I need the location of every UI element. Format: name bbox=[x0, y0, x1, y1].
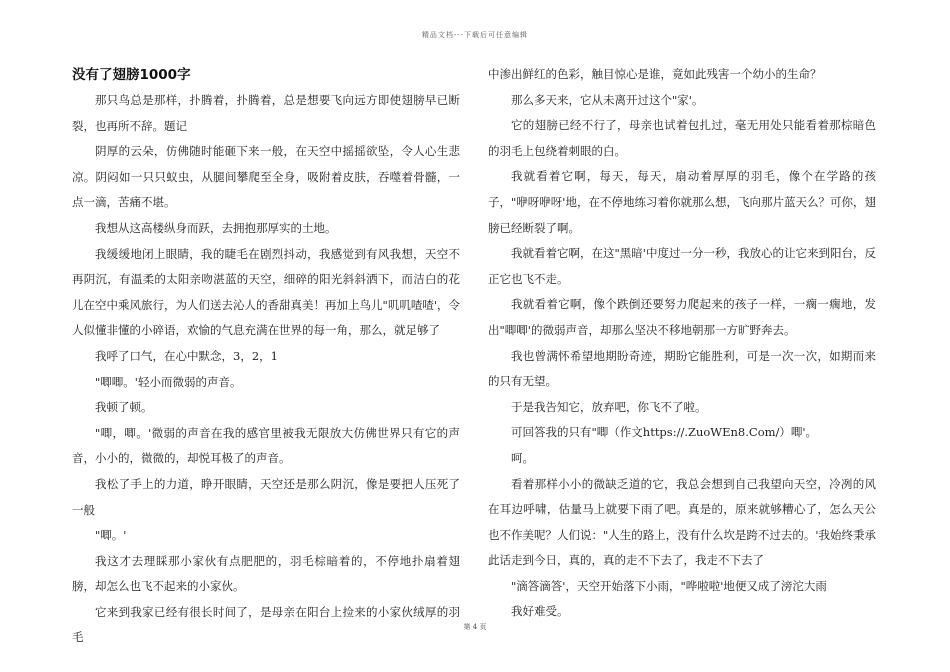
paragraph-continued: 中渗出鲜红的色彩，触目惊心是谁，竟如此残害一个幼小的生命？ bbox=[488, 67, 822, 81]
paragraph: 看着那样小小的微缺乏道的它，我总会想到自己我望向天空，冷冽的风在耳边呼啸，估量马上就要下雨了吧。真是的，原来就够糟心了，怎么天公也不作美呢？人们说："人生的路上，没有什么坎是跨不过去的。'我始终秉承此话走到今日，真的，真的走不下去了，我走不下去了 bbox=[488, 476, 876, 568]
paragraph: 我就看着它啊，像个跌倒还要努力爬起来的孩子一样，一瘸一瘸地，发出"唧唧'的微弱声音，却那么坚决不移地朝那一方旷野奔去。 bbox=[488, 297, 876, 337]
right-column bbox=[488, 62, 876, 625]
paragraph: 我这才去理睬那小家伙有点肥肥的，羽毛棕暗着的，不停地扑扇着翅膀，却怎么也飞不起来的小家伙。 bbox=[72, 553, 460, 594]
paragraph: 我缓缓地闭上眼睛，我的睫毛在剧烈抖动，我感觉到有风我想，天空不再阴沉，有温柔的太阳亲吻湛蓝的天空，细碎的阳光斜斜洒下，而洁白的花儿在空中乘风旅行，为人们送去沁人的香甜真美！再加上鸟儿"叽叽喳喳'，令人似懂非懂的小碎语，欢愉的气息充满在世界的每一角，那么，就足够了 bbox=[72, 246, 460, 338]
paragraph: 它来到我家已经有很长时间了，是母亲在阳台上捡来的小家伙绒厚的羽毛 bbox=[72, 604, 460, 645]
paragraph: 可回答我的只有"唧（作文https://.ZuoWEn8.Com/）唧'。 bbox=[511, 425, 818, 440]
page-number: 第 4 页 bbox=[463, 623, 487, 631]
paragraph: 我呼了口气，在心中默念，3，2，1 bbox=[95, 348, 278, 363]
paragraph: 呵。 bbox=[511, 450, 534, 465]
paragraph: 阴厚的云朵，仿佛随时能砸下来一般，在天空中摇摇欲坠，令人心生悲凉。阴闷如一只只蚁虫，从腿间攀爬至全身，吸附着皮肤，吞噬着骨髓，一点一滴，苦痛不堪。 bbox=[72, 144, 460, 210]
paragraph: "唧唧。'轻小而微弱的声音。 bbox=[95, 374, 242, 389]
paragraph: 我好难受。 bbox=[511, 604, 569, 619]
left-column bbox=[72, 62, 460, 651]
page-header: 精品文档---下载后可任意编辑 bbox=[421, 31, 529, 39]
paragraph: 我想从这高楼纵身而跃，去拥抱那厚实的土地。 bbox=[95, 220, 337, 235]
paragraph: 我就看着它啊，在这"黑暗'中度过一分一秒，我放心的让它来到阳台，反正它也飞不走。 bbox=[488, 246, 876, 286]
paragraph: 我松了手上的力道，睁开眼睛，天空还是那么阴沉，像是要把人压死了一般 bbox=[72, 476, 460, 517]
paragraph: 它的翅膀已经不行了，母亲也试着包扎过，毫无用处只能看着那棕暗色的羽毛上包绕着刺眼的白。 bbox=[488, 118, 876, 158]
paragraph: "唧，唧。'微弱的声音在我的感官里被我无限放大仿佛世界只有它的声音，小小的，微微的，却悦耳极了的声音。 bbox=[72, 425, 460, 466]
paragraph: 我顿了顿。 bbox=[95, 400, 153, 415]
paragraph: 我就看着它啊，每天，每天，扇动着厚厚的羽毛，像个在学路的孩子，"咿呀咿呀'地，在不停地练习着你就那么想，飞向那片蓝天么？可你，翅膀已经断裂了啊。 bbox=[488, 169, 876, 235]
paragraph: "唧。' bbox=[95, 528, 127, 543]
paragraph: 于是我告知它，放弃吧，你飞不了啦。 bbox=[511, 399, 707, 414]
paragraph: 那只鸟总是那样，扑腾着，扑腾着，总是想要飞向远方即使翅膀早已断裂，也再所不辞。题记 bbox=[72, 93, 460, 133]
paragraph: "滴答滴答'，天空开始落下小雨，"哗啦啦'地便又成了滂沱大雨 bbox=[511, 578, 827, 593]
paragraph: 我也曾满怀希望地期盼奇迹，期盼它能胜利，可是一次一次，如期而来的只有无望。 bbox=[488, 348, 876, 389]
paragraph: 那么多天来，它从未离开过这个"家'。 bbox=[511, 92, 704, 107]
article-title: 没有了翅膀1000字 bbox=[72, 67, 191, 83]
